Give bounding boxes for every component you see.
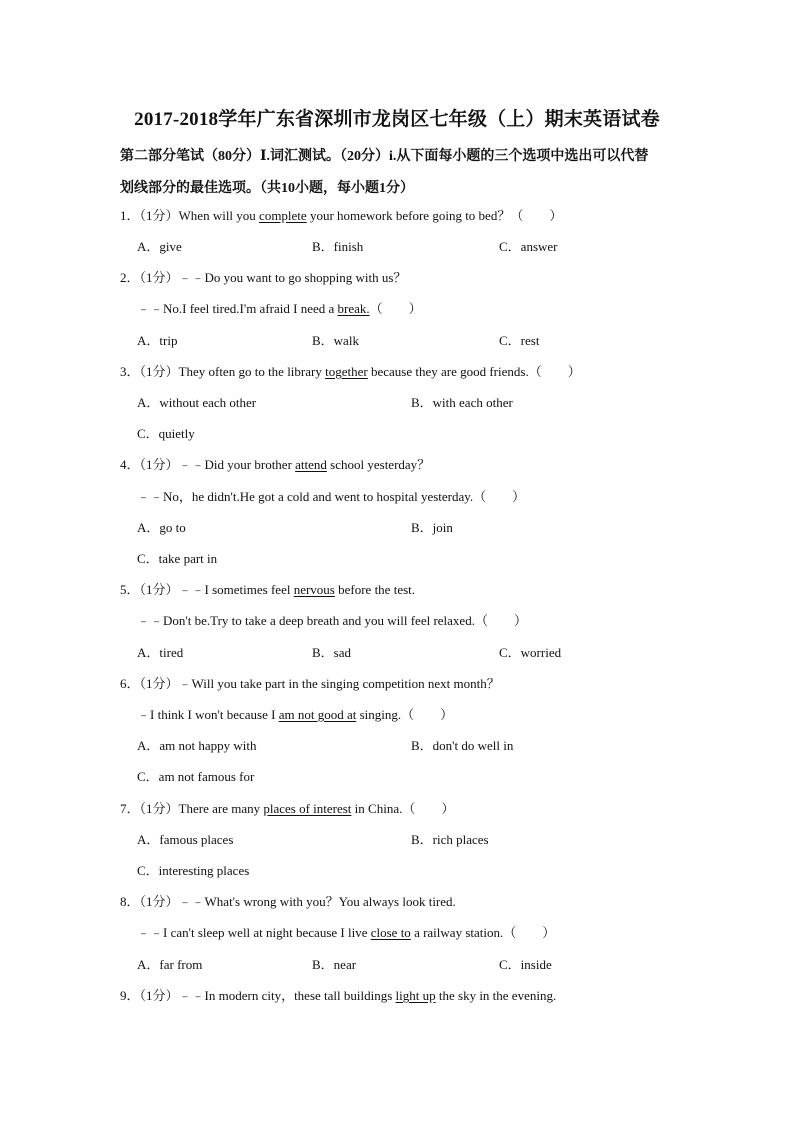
question-stem: ﹣﹣Do you want to go shopping with us？ bbox=[178, 270, 407, 285]
section-intro-line-1: 第二部分笔试（80分）Ⅰ.词汇测试。（20分）i.从下面每小题的三个选项中选出可以代替 bbox=[120, 149, 649, 164]
question-stem: ﹣﹣Did your brother bbox=[178, 457, 296, 472]
question-stem-end: your homework before going to bed？（ ） bbox=[306, 208, 563, 223]
question-number: 1． bbox=[120, 208, 140, 223]
underlined-word: attend bbox=[295, 457, 327, 472]
underlined-word: nervous bbox=[293, 582, 335, 597]
reply-text: ﹣﹣I can't sleep well at night because I live bbox=[137, 925, 371, 940]
reply-text-end: singing.（ ） bbox=[356, 707, 454, 722]
question-8 bbox=[120, 893, 456, 911]
option-c: C．am not famous for bbox=[137, 769, 255, 784]
option-b: B．near bbox=[312, 957, 357, 972]
underlined-word: together bbox=[325, 364, 368, 379]
question-score: （1分） bbox=[139, 676, 179, 691]
underlined-word: close to bbox=[370, 925, 411, 940]
question-6-reply bbox=[137, 706, 453, 724]
option-a: A．give bbox=[137, 239, 182, 254]
question-score: （1分） bbox=[139, 208, 179, 223]
option-c: C．answer bbox=[499, 239, 558, 254]
option-b: B．finish bbox=[312, 239, 364, 254]
question-5 bbox=[120, 581, 415, 599]
question-score: （1分） bbox=[139, 582, 179, 597]
question-2 bbox=[120, 269, 406, 287]
question-number: 4． bbox=[120, 457, 140, 472]
option-c: C．take part in bbox=[137, 551, 218, 566]
question-score: （1分） bbox=[139, 457, 179, 472]
question-score: （1分） bbox=[139, 270, 179, 285]
option-a: A．go to bbox=[137, 520, 186, 535]
option-c: C．inside bbox=[499, 957, 552, 972]
option-a: A．am not happy with bbox=[137, 738, 257, 753]
option-a: A．tired bbox=[137, 645, 184, 660]
question-stem-end: in China.（ ） bbox=[351, 801, 455, 816]
question-stem: ﹣﹣In modern city，these tall buildings bbox=[178, 988, 396, 1003]
question-score: （1分） bbox=[139, 988, 179, 1003]
option-a: A．far from bbox=[137, 957, 203, 972]
question-number: 5． bbox=[120, 582, 140, 597]
reply-text: ﹣﹣No.I feel tired.I'm afraid I need a bbox=[137, 301, 338, 316]
question-1 bbox=[120, 207, 562, 225]
underlined-word: complete bbox=[259, 208, 307, 223]
option-b: B．sad bbox=[312, 645, 352, 660]
option-a: A．without each other bbox=[137, 395, 257, 410]
question-stem: They often go to the library bbox=[178, 364, 326, 379]
underlined-word: places of interest bbox=[263, 801, 352, 816]
option-c: C．rest bbox=[499, 333, 540, 348]
question-score: （1分） bbox=[139, 894, 179, 909]
question-2-reply bbox=[137, 300, 422, 318]
question-stem: ﹣﹣I sometimes feel bbox=[178, 582, 294, 597]
option-a: A．trip bbox=[137, 333, 178, 348]
section-intro-line-2: 划线部分的最佳选项。（共10小题，每小题1分） bbox=[120, 181, 414, 196]
underlined-word: light up bbox=[395, 988, 436, 1003]
option-b: B．rich places bbox=[411, 832, 489, 847]
option-b: B．join bbox=[411, 520, 453, 535]
question-score: （1分） bbox=[139, 801, 179, 816]
question-stem-end: because they are good friends.（ ） bbox=[367, 364, 581, 379]
question-6 bbox=[120, 675, 500, 693]
option-c: C．worried bbox=[499, 645, 562, 660]
option-b: B．walk bbox=[312, 333, 359, 348]
question-stem-end: the sky in the evening. bbox=[435, 988, 557, 1003]
option-a: A．famous places bbox=[137, 832, 234, 847]
question-5-reply: ﹣﹣Don't be.Try to take a deep breath and you will feel relaxed.（ ） bbox=[137, 613, 527, 628]
question-7 bbox=[120, 800, 454, 818]
option-b: B．don't do well in bbox=[411, 738, 514, 753]
question-number: 9． bbox=[120, 988, 140, 1003]
question-stem-end: school yesterday？ bbox=[326, 457, 431, 472]
question-4 bbox=[120, 456, 430, 474]
underlined-word: am not good at bbox=[278, 707, 357, 722]
question-number: 3． bbox=[120, 364, 140, 379]
question-stem: ﹣Will you take part in the singing competition next month？ bbox=[178, 676, 500, 691]
question-stem: There are many bbox=[178, 801, 264, 816]
reply-text-end: a railway station.（ ） bbox=[410, 925, 556, 940]
question-4-reply: ﹣﹣No，he didn't.He got a cold and went to hospital yesterday.（ ） bbox=[137, 489, 526, 504]
option-b: B．with each other bbox=[411, 395, 513, 410]
question-score: （1分） bbox=[139, 364, 179, 379]
underlined-word: break. bbox=[337, 301, 370, 316]
question-number: 8． bbox=[120, 894, 140, 909]
reply-text: ﹣I think I won't because I bbox=[137, 707, 279, 722]
page-title: 2017-2018学年广东省深圳市龙岗区七年级（上）期末英语试卷 bbox=[134, 109, 660, 130]
question-stem: When will you bbox=[178, 208, 260, 223]
question-stem-end: before the test. bbox=[334, 582, 416, 597]
reply-text-end: （ ） bbox=[369, 301, 422, 316]
question-3 bbox=[120, 363, 581, 381]
question-8-reply bbox=[137, 924, 555, 942]
question-stem: ﹣﹣What's wrong with you？You always look tired. bbox=[178, 894, 456, 909]
question-number: 7． bbox=[120, 801, 140, 816]
question-number: 6． bbox=[120, 676, 140, 691]
question-number: 2． bbox=[120, 270, 140, 285]
option-c: C．interesting places bbox=[137, 863, 250, 878]
question-9 bbox=[120, 987, 556, 1005]
option-c: C．quietly bbox=[137, 426, 195, 441]
